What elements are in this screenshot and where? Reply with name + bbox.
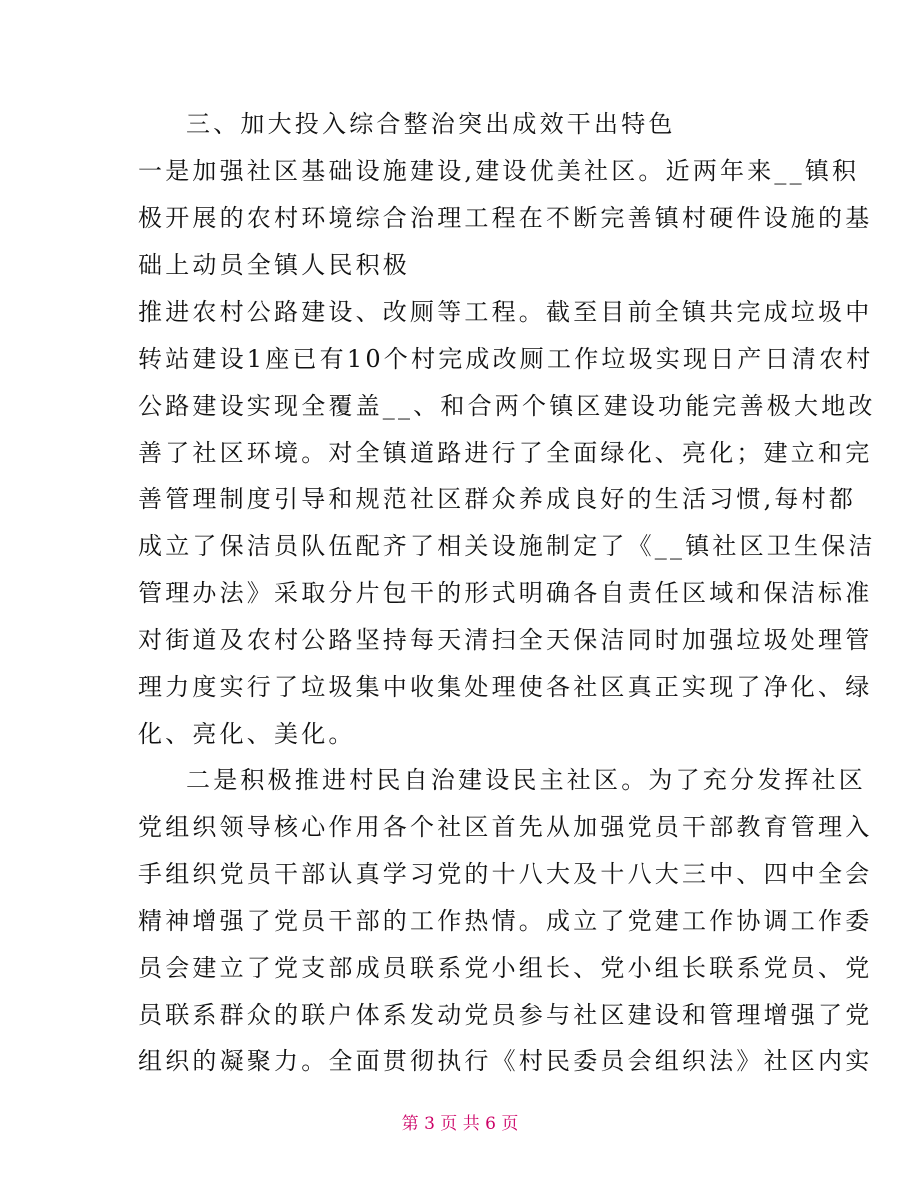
section-heading: 三、加大投入综合整治突出成效干出特色 [186, 110, 676, 138]
body-line: 党组织领导核心作用各个社区首先从加强党员干部教育管理入 [138, 813, 873, 841]
body-line: 员会建立了党支部成员联系党小组长、党小组长联系党员、党 [138, 954, 873, 982]
body-line: 化、亮化、美化。 [138, 720, 356, 748]
body-line: 极开展的农村环境综合治理工程在不断完善镇村硬件设施的基 [138, 204, 873, 232]
paragraph-start-line: 二是积极推进村民自治建设民主社区。为了充分发挥社区 [186, 766, 866, 794]
body-line: 成立了保洁员队伍配齐了相关设施制定了《__镇社区卫生保洁 [138, 532, 876, 560]
body-line: 推进农村公路建设、改厕等工程。截至目前全镇共完成垃圾中 [138, 298, 873, 326]
body-line: 善了社区环境。对全镇道路进行了全面绿化、亮化；建立和完 [138, 439, 873, 467]
body-line: 善管理制度引导和规范社区群众养成良好的生活习惯,每村都 [138, 485, 857, 513]
page-number-footer: 第 3 页 共 6 页 [401, 1114, 519, 1134]
body-line: 组织的凝聚力。全面贯彻执行《村民委员会组织法》社区内实 [138, 1047, 873, 1075]
body-line: 公路建设实现全覆盖__、和合两个镇区建设功能完善极大地改 [138, 392, 876, 420]
body-line: 对街道及农村公路坚持每天清扫全天保洁同时加强垃圾处理管 [138, 626, 873, 654]
body-line: 手组织党员干部认真学习党的十八大及十八大三中、四中全会 [138, 860, 873, 888]
body-line: 管理办法》采取分片包干的形式明确各自责任区域和保洁标准 [138, 579, 873, 607]
body-line: 转站建设1座已有10个村完成改厕工作垃圾实现日产日清农村 [138, 345, 874, 373]
body-line: 础上动员全镇人民积极 [138, 251, 410, 279]
body-line: 员联系群众的联户体系发动党员参与社区建设和管理增强了党 [138, 1001, 873, 1029]
body-line: 理力度实行了垃圾集中收集处理使各社区真正实现了净化、绿 [138, 673, 873, 701]
body-line: 精神增强了党员干部的工作热情。成立了党建工作协调工作委 [138, 907, 873, 935]
body-line: 一是加强社区基础设施建设,建设优美社区。近两年来__镇积 [138, 157, 860, 185]
